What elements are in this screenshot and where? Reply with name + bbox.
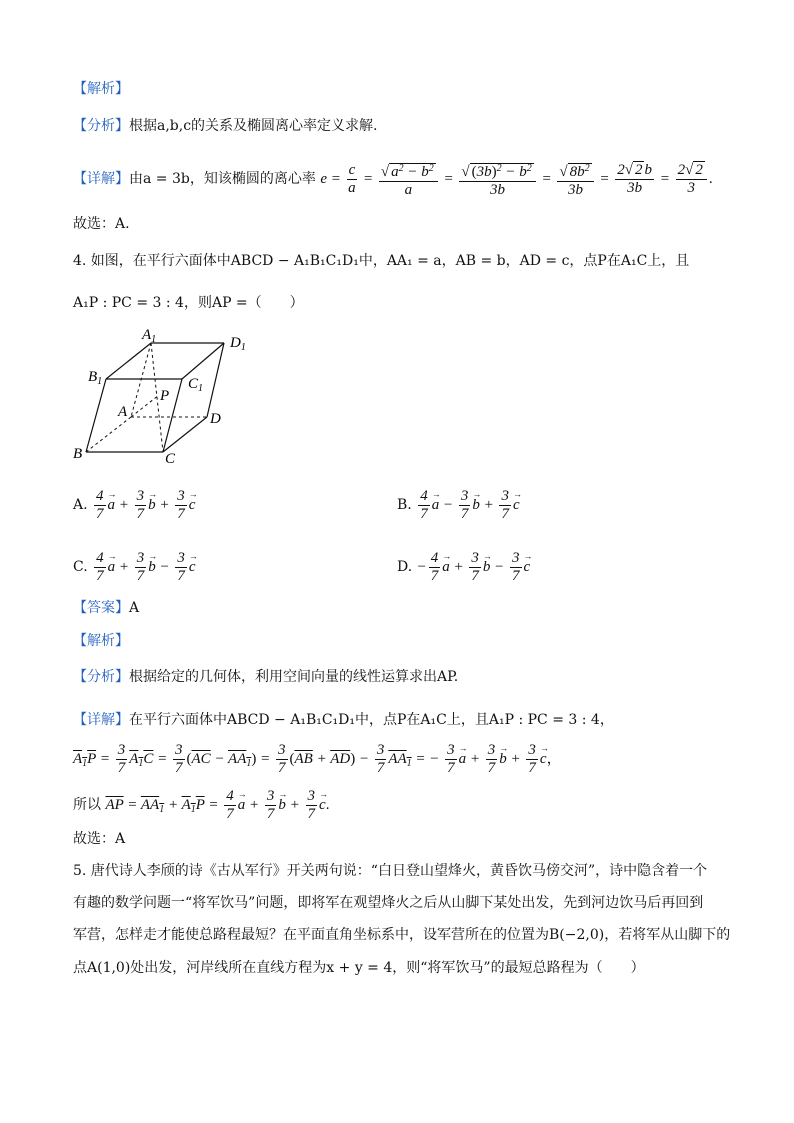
label-D1: $D_1$ <box>230 335 246 353</box>
q5-line1: 5. 唐代诗人李颀的诗《古从军行》开关两句说：“白日登山望烽火，黄昏饮马傍交河”，诗中隐含着一个 <box>73 863 708 879</box>
parallelepiped-figure <box>70 322 260 467</box>
derivation-line-1: $A_1P$ = $\frac{3}{7}$ $A_1C$ = $\frac{3}{7}$ $(\overline{AC} - AA_1)$ = $\frac{3}{7}$ $(\overline{AB} + \overline{AD})$ − $\frac{3}{7}$ $AA_1$ = − $\frac{3}{7}$ → a + $\frac{3}{7}$ → b + $\frac{3}{7}$ → c， <box>73 742 562 777</box>
label-C: C <box>165 451 176 467</box>
reason-line-q3: 【分析】根据a,b,c的关系及椭圆离心率定义求解. <box>73 118 378 134</box>
option-a[interactable]: A. $\frac{4}{7}$ → a + $\frac{3}{7}$ → b + $\frac{3}{7}$ → c <box>73 488 195 523</box>
answer-line-q4: 【答案】A <box>73 600 140 616</box>
choice-q4: 故选：A <box>73 831 126 847</box>
label-C1: $C_1$ <box>188 376 204 394</box>
option-d[interactable]: D. − $\frac{4}{7}$ → a + $\frac{3}{7}$ → b − $\frac{3}{7}$ → c <box>397 550 530 585</box>
q4-stem-line1: 4. 如图，在平行六面体中ABCD − A₁B₁C₁D₁中，AA₁ = a，AB = b，AD = c，点P在A₁C上，且 <box>73 253 690 269</box>
detail-line-q3: 【详解】由a = 3b，知该椭圆的离心率 e = $\frac{c}{a}$ = $\frac{√ a^2 - b^2}{a}$ = $\frac{√ (3b)^2 - b^2}{3b}$ = $\frac{√ 8b^2}{3b}$ = $\frac{2√ 2 b}{3b}$ = $\frac{2√ 2}{3}$ . <box>73 162 713 198</box>
detail-line-q4: 【详解】在平行六面体中ABCD − A₁B₁C₁D₁中，点P在A₁C上，且A₁P : PC = 3 : 4， <box>73 712 614 728</box>
label-B: B <box>73 446 83 462</box>
q4-stem-line2: A₁P : PC = 3 : 4，则AP =（ ） <box>73 295 304 311</box>
reason-line-q4: 【分析】根据给定的几何体，利用空间向量的线性运算求出AP. <box>73 669 459 685</box>
q5-line2: 有趣的数学问题一“将军饮马”问题，即将军在观望烽火之后从山脚下某处出发，先到河边饮马后再回到 <box>73 895 704 911</box>
label-D: D <box>210 411 221 427</box>
eccentricity-formula: e = $\frac{c}{a}$ = $\frac{√ a^2 - b^2}{a}$ = $\frac{√ (3b)^2 - b^2}{3b}$ = $\frac{√ 8b^2}{3b}$ = $\frac{2√ 2 b}{3b}$ = $\frac{2√ 2}{3}$ . <box>320 162 713 198</box>
label-A1: $A_1$ <box>142 327 157 345</box>
label-A: A <box>118 404 128 420</box>
analysis-tag-q4: 【解析】 <box>73 633 129 649</box>
choice-q3: 故选：A. <box>73 216 130 232</box>
analysis-tag-q3: 【解析】 <box>73 81 129 97</box>
q5-line4: 点A(1,0)处出发，河岸线所在直线方程为x + y = 4，则“将军饮马”的最短总路程为（ ） <box>73 960 645 976</box>
option-c[interactable]: C. $\frac{4}{7}$ → a + $\frac{3}{7}$ → b − $\frac{3}{7}$ → c <box>73 550 196 585</box>
option-b[interactable]: B. $\frac{4}{7}$ → a − $\frac{3}{7}$ → b + $\frac{3}{7}$ → c <box>397 488 520 523</box>
derivation-line-2: 所以 $\overline{AP} = AA_1 + A_1P$ = $\frac{4}{7}$ → a + $\frac{3}{7}$ → b + $\frac{3}{7}$ → c. <box>73 788 329 823</box>
label-P: P <box>160 388 170 404</box>
label-B1: $B_1$ <box>88 369 103 387</box>
q5-line3: 军营，怎样走才能使总路程最短？在平面直角坐标系中，设军营所在的位置为B(−2,0)，若将军从山脚下的 <box>73 927 731 943</box>
